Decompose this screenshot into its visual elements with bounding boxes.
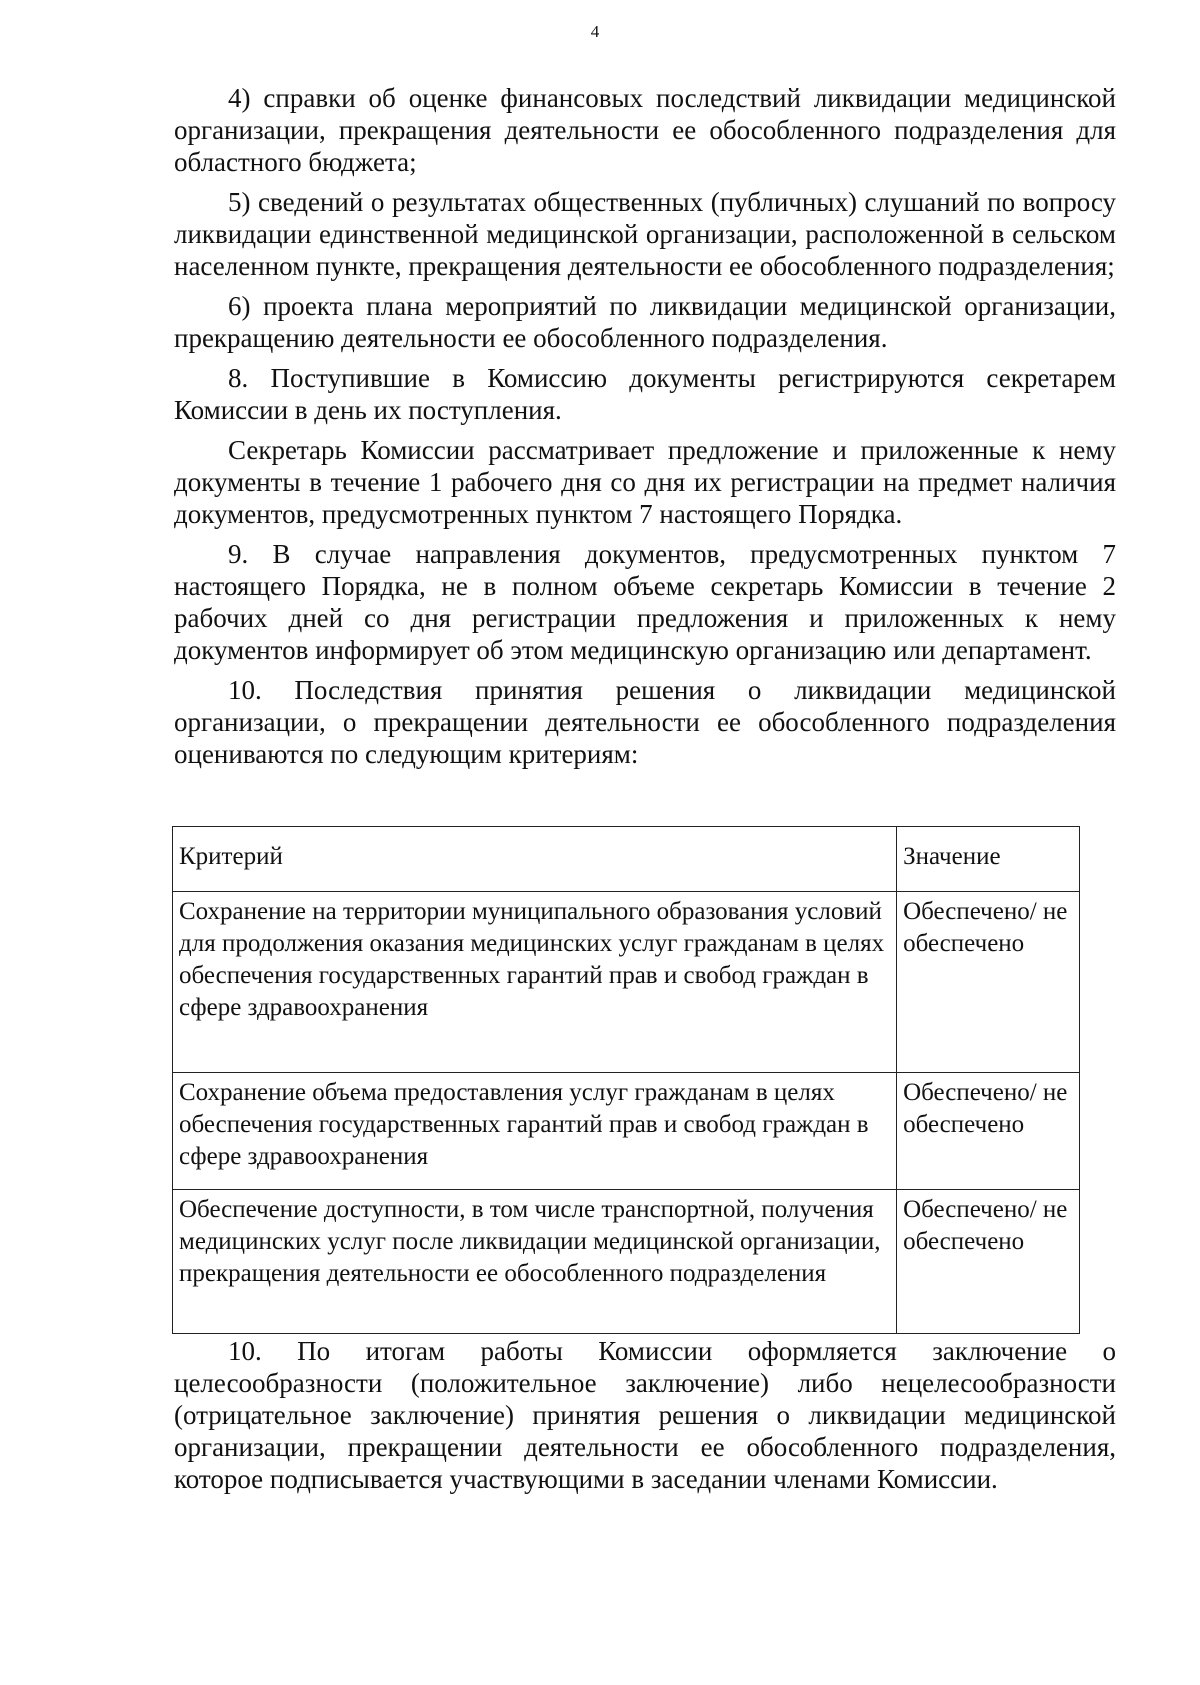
criteria-table <box>172 826 1080 1334</box>
value-cell: Обеспечено/ не обеспечено <box>897 1190 1080 1334</box>
paragraph: Секретарь Комиссии рассматривает предложение и приложенные к нему документы в течение 1 рабочего дня со дня их регистрации на предмет наличия документов, предусмотренных пунктом 7 настоящего Порядка. <box>174 435 1116 529</box>
paragraph: 9. В случае направления документов, предусмотренных пунктом 7 настоящего Порядка, не в полном объеме секретарь Комиссии в течение 2 рабочих дней со дня регистрации предложения и приложенных к нему документов информирует об этом медицинскую организацию или департамент. <box>174 539 1116 665</box>
paragraph: 5) сведений о результатах общественных (публичных) слушаний по вопросу ликвидации единственной медицинской организации, расположенной в сельском населенном пункте, прекращения деятельности ее обособленного подразделения; <box>174 187 1116 281</box>
value-cell: Обеспечено/ не обеспечено <box>897 892 1080 1073</box>
body-text-bottom <box>174 1335 1116 1503</box>
paragraph: 4) справки об оценке финансовых последствий ликвидации медицинской организации, прекращения деятельности ее обособленного подразделения для областного бюджета; <box>174 83 1116 177</box>
paragraph: 8. Поступившие в Комиссию документы регистрируются секретарем Комиссии в день их поступления. <box>174 363 1116 425</box>
page-number: 4 <box>590 22 600 41</box>
paragraph: 10. Последствия принятия решения о ликвидации медицинской организации, о прекращении деятельности ее обособленного подразделения оцениваются по следующим критериям: <box>174 675 1116 769</box>
column-header-criterion: Критерий <box>173 827 897 892</box>
body-text-top <box>174 82 1116 778</box>
table-row <box>173 1073 1080 1190</box>
criterion-cell: Сохранение на территории муниципального образования условий для продолжения оказания медицинских услуг гражданам в целях обеспечения государственных гарантий прав и свобод граждан в сфере здравоохранения <box>173 892 897 1073</box>
column-header-value: Значение <box>897 827 1080 892</box>
criterion-cell: Сохранение объема предоставления услуг гражданам в целях обеспечения государственных гарантий прав и свобод граждан в сфере здравоохранения <box>173 1073 897 1190</box>
paragraph: 6) проекта плана мероприятий по ликвидации медицинской организации, прекращению деятельности ее обособленного подразделения. <box>174 291 1116 353</box>
table-row <box>173 1190 1080 1334</box>
criterion-cell: Обеспечение доступности, в том числе транспортной, получения медицинских услуг после ликвидации медицинской организации, прекращения деятельности ее обособленного подразделения <box>173 1190 897 1334</box>
paragraph: 10. По итогам работы Комиссии оформляется заключение о целесообразности (положительное заключение) либо нецелесообразности (отрицательное заключение) принятия решения о ликвидации медицинской организации, прекращении деятельности ее обособленного подразделения, которое подписывается участвующими в заседании членами Комиссии. <box>174 1336 1116 1494</box>
table-header-row <box>173 827 1080 892</box>
value-cell: Обеспечено/ не обеспечено <box>897 1073 1080 1190</box>
table-row <box>173 892 1080 1073</box>
